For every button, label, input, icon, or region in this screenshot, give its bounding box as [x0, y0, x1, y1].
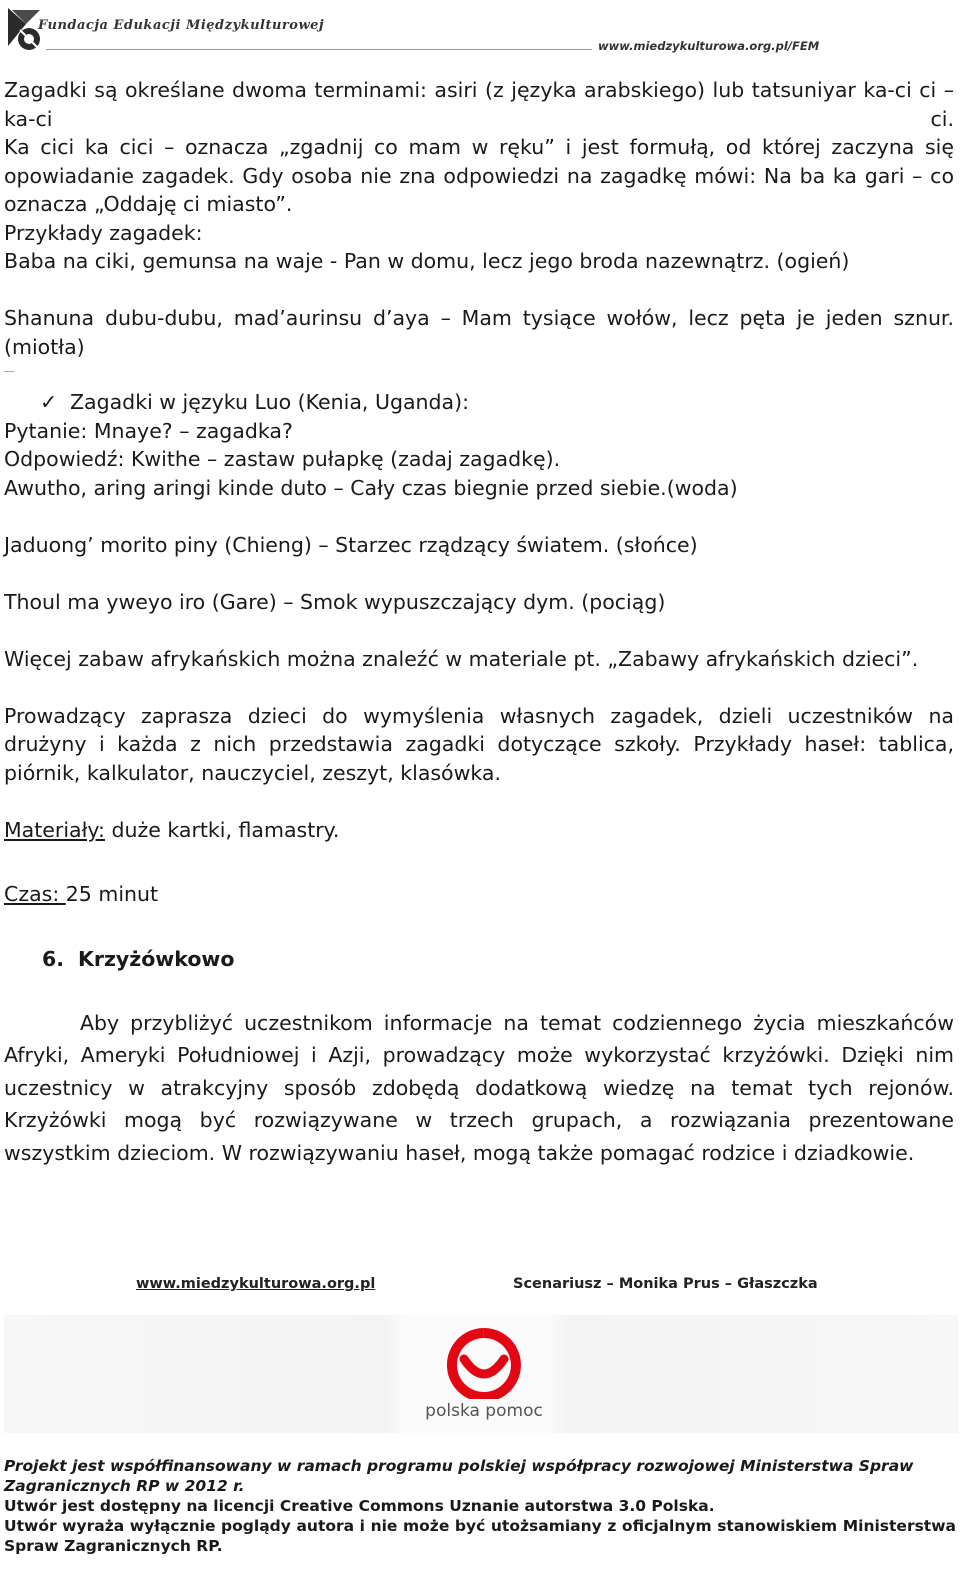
riddle-broom: Shanuna dubu-dubu, mad’aurinsu d’aya – Mam tysiące wołów, lecz pęta je jeden sznur. (miotła)	[4, 306, 954, 359]
sponsor-banner	[4, 1315, 958, 1433]
time-value: 25 minut	[65, 882, 159, 906]
main-content	[4, 76, 954, 1169]
footer-disclaimer	[4, 1456, 956, 1556]
header-divider	[46, 49, 592, 50]
paragraph-terms: Zagadki są określane dwoma terminami: asiri (z języka arabskiego) lub tatsuniyar ka-ci ci – ka-ci ci.	[4, 78, 954, 131]
materials-value: duże kartki, flamastry.	[104, 817, 340, 842]
luo-question: Pytanie: Mnaye? – zagadka?	[4, 418, 293, 443]
footer-links	[0, 1276, 960, 1300]
riddle-water: Awutho, aring aringi kinde duto – Cały czas biegnie przed siebie.(woda)	[4, 475, 738, 500]
materials-label: Materiały:	[4, 817, 105, 842]
polska-pomoc-text: polska pomoc	[425, 1401, 543, 1421]
footer-author: Scenariusz – Monika Prus – Głaszczka	[513, 1276, 818, 1292]
paragraph-leader: Prowadzący zaprasza dzieci do wymyślenia własnych zagadek, dzieli uczestników na drużyny i każda z nich przedstawia zagadki dotyczące szkoły. Przykłady haseł: tablica, piórnik, kalkulator, nauczyciel, zeszyt, klasówka.	[4, 703, 954, 785]
time-label: Czas:	[4, 882, 66, 906]
disclaimer-cofinancing: Projekt jest współfinansowany w ramach programu polskiej współpracy rozwojowej Ministerstwa Spraw Zagranicznych RP w 2012 r.	[4, 1457, 914, 1495]
footer-url-link[interactable]: www.miedzykulturowa.org.pl	[136, 1276, 376, 1292]
disclaimer-license: Utwór jest dostępny na licencji Creative Commons Uznanie autorstwa 3.0 Polska.	[4, 1497, 715, 1515]
checkmark-icon: ✓	[40, 390, 58, 414]
riddle-sun: Jaduong’ morito piny (Chieng) – Starzec rządzący światem. (słońce)	[4, 532, 698, 557]
paragraph-ka-cici: Ka cici ka cici – oznacza „zgadnij co mam w ręku” i jest formułą, od której zaczyna się opowiadanie zagadek. Gdy osoba nie zna odpowiedzi na zagadkę mówi: Na ba ka gari – co oznacza „Oddaję ci miasto”.	[4, 135, 954, 216]
paragraph-examples-heading: Przykłady zagadek:	[4, 220, 203, 245]
polska-pomoc-icon	[414, 1319, 554, 1399]
luo-answer: Odpowiedź: Kwithe – zastaw pułapkę (zadaj zagadkę).	[4, 447, 561, 471]
header-url: www.miedzykulturowa.org.pl/FEM	[598, 39, 820, 53]
page-header	[0, 0, 960, 60]
section-body: Aby przybliżyć uczestnikom informacje na temat codziennego życia mieszkańców Afryki, Ameryki Południowej i Azji, prowadzący może wykorzystać krzyżówki. Dzięki nim uczestnicy w atrakcyjny sposób zdobędą dodatkową wiedzę na temat tych rejonów. Krzyżówki mogą być rozwiązywane w trzech grupach, a rozwiązania prezentowane wszystkim dzieciom. W rozwiązywaniu haseł, mogą także pomagać rodzice i dziadkowie.	[4, 1010, 954, 1165]
section-title: Krzyżówkowo	[78, 946, 235, 971]
riddle-train: Thoul ma yweyo iro (Gare) – Smok wypuszczający dym. (pociąg)	[4, 589, 666, 614]
small-mark	[4, 371, 14, 372]
list-item	[4, 388, 954, 417]
section-number: 6.	[42, 946, 65, 971]
list-item-label: Zagadki w języku Luo (Kenia, Uganda):	[70, 390, 469, 414]
section-heading	[4, 945, 954, 973]
polska-pomoc-logo	[414, 1319, 554, 1429]
disclaimer-views: Utwór wyraża wyłącznie poglądy autora i nie może być utożsamiany z oficjalnym stanowiskiem Ministerstwa Spraw Zagranicznych RP.	[4, 1517, 956, 1555]
riddle-fire: Baba na ciki, gemunsa na waje - Pan w domu, lecz jego broda nazewnątrz. (ogień)	[4, 249, 850, 273]
paragraph-more-games: Więcej zabaw afrykańskich można znaleźć w materiale pt. „Zabawy afrykańskich dzieci”.	[4, 646, 919, 671]
foundation-name: Fundacja Edukacji Międzykulturowej	[38, 18, 325, 33]
materials-line	[4, 816, 954, 845]
time-line	[4, 880, 954, 909]
